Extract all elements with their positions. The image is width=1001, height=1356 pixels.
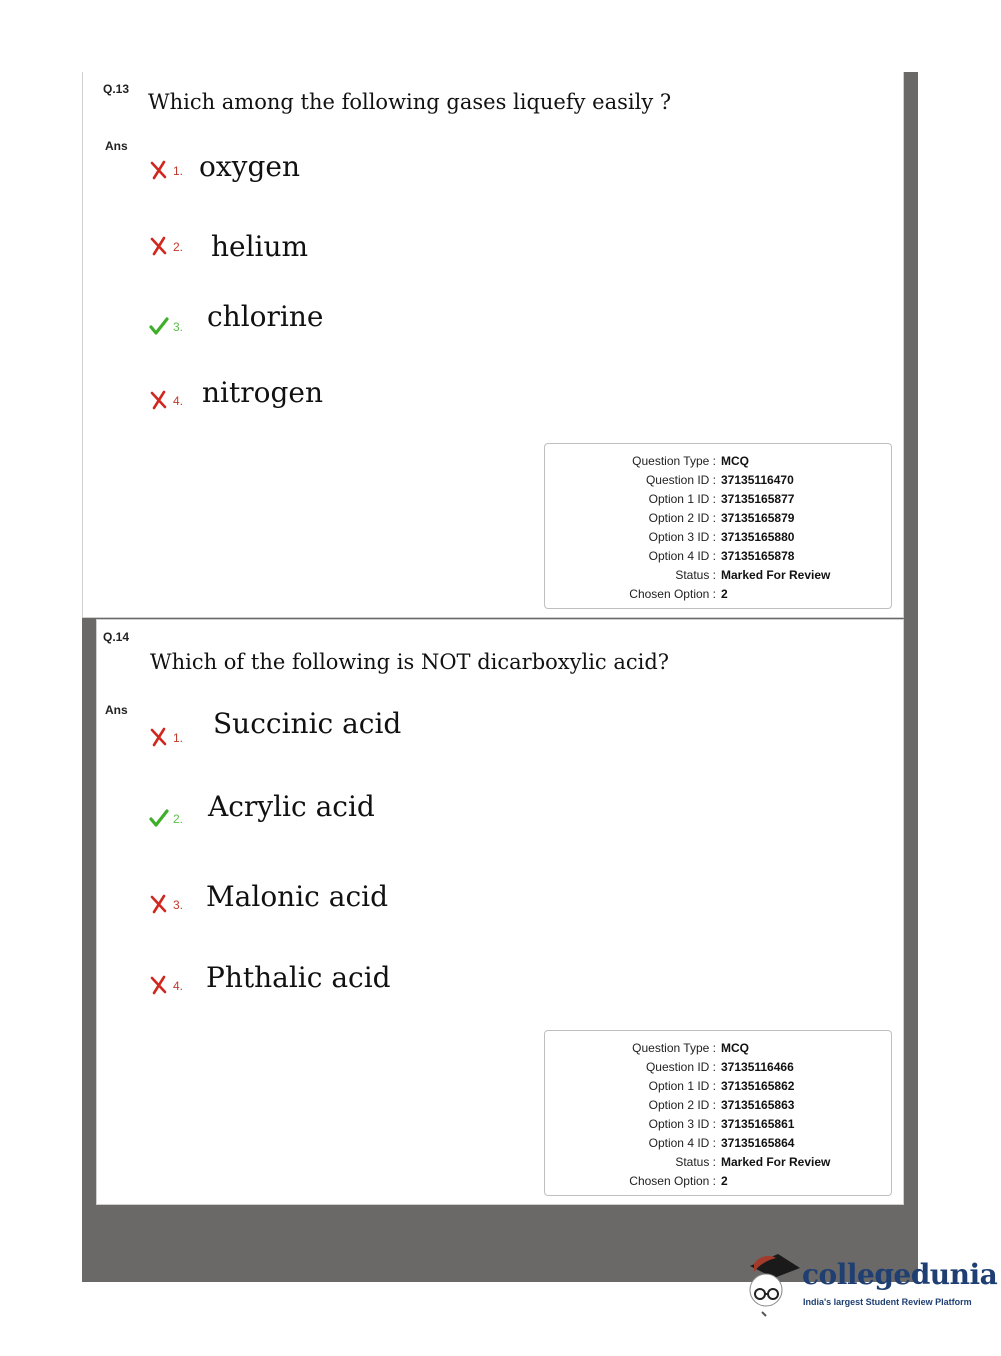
cross-icon bbox=[149, 727, 169, 747]
answer-label: Ans bbox=[105, 139, 128, 153]
option-text: Phthalic acid bbox=[206, 961, 391, 994]
question-text: Which among the following gases liquefy easily ? bbox=[148, 90, 672, 114]
meta-row-option-1-id: Option 1 ID : 37135165862 bbox=[648, 1079, 795, 1093]
meta-row-question-id: Question ID : 37135116470 bbox=[645, 473, 794, 487]
meta-row-chosen-option: Chosen Option : 2 bbox=[629, 587, 728, 601]
logo-tagline: India's largest Student Review Platform bbox=[803, 1297, 972, 1307]
option-text: Acrylic acid bbox=[208, 790, 375, 823]
meta-row-option-2-id: Option 2 ID : 37135165879 bbox=[648, 511, 795, 525]
meta-row-option-3-id: Option 3 ID : 37135165861 bbox=[648, 1117, 795, 1131]
meta-row-option-4-id: Option 4 ID : 37135165864 bbox=[648, 1136, 795, 1150]
meta-row-chosen-option: Chosen Option : 2 bbox=[629, 1174, 728, 1188]
mascot-icon bbox=[742, 1250, 802, 1320]
question-number: Q.14 bbox=[103, 630, 130, 644]
option-number: 4. bbox=[173, 394, 184, 408]
answer-label: Ans bbox=[105, 703, 128, 717]
option-number: 1. bbox=[173, 731, 184, 745]
meta-row-question-id: Question ID : 37135116466 bbox=[645, 1060, 794, 1074]
option-text: nitrogen bbox=[202, 376, 324, 409]
cross-icon bbox=[149, 160, 169, 180]
option-number: 2. bbox=[173, 240, 184, 254]
option-number: 4. bbox=[173, 979, 184, 993]
option-text: Malonic acid bbox=[206, 880, 388, 913]
cross-icon bbox=[149, 975, 169, 995]
cross-icon bbox=[149, 236, 169, 256]
question-meta-box bbox=[544, 1030, 892, 1196]
logo-wordmark: collegedunia bbox=[802, 1258, 998, 1291]
option-text: chlorine bbox=[207, 300, 324, 333]
cross-icon bbox=[149, 390, 169, 410]
question-text: Which of the following is NOT dicarboxylic acid? bbox=[150, 650, 670, 674]
check-icon bbox=[149, 316, 169, 336]
collegedunia-logo bbox=[742, 1250, 998, 1320]
meta-row-status: Status : Marked For Review bbox=[675, 568, 831, 582]
question-panel bbox=[96, 619, 904, 1205]
question-meta-box bbox=[544, 443, 892, 609]
meta-row-status: Status : Marked For Review bbox=[675, 1155, 831, 1169]
cross-icon bbox=[149, 894, 169, 914]
check-icon bbox=[149, 808, 169, 828]
meta-row-option-4-id: Option 4 ID : 37135165878 bbox=[648, 549, 795, 563]
option-number: 3. bbox=[173, 320, 184, 334]
option-number: 3. bbox=[173, 898, 184, 912]
option-text: helium bbox=[211, 230, 309, 263]
option-number: 2. bbox=[173, 812, 184, 826]
meta-row-option-3-id: Option 3 ID : 37135165880 bbox=[648, 530, 795, 544]
question-number: Q.13 bbox=[103, 82, 130, 96]
response-sheet bbox=[82, 72, 918, 1282]
option-text: oxygen bbox=[199, 150, 300, 183]
option-text: Succinic acid bbox=[213, 707, 402, 740]
meta-row-option-2-id: Option 2 ID : 37135165863 bbox=[648, 1098, 795, 1112]
meta-row-question-type: Question Type : MCQ bbox=[632, 1041, 749, 1055]
option-number: 1. bbox=[173, 164, 184, 178]
meta-row-option-1-id: Option 1 ID : 37135165877 bbox=[648, 492, 795, 506]
meta-row-question-type: Question Type : MCQ bbox=[632, 454, 749, 468]
question-panel bbox=[82, 72, 904, 618]
